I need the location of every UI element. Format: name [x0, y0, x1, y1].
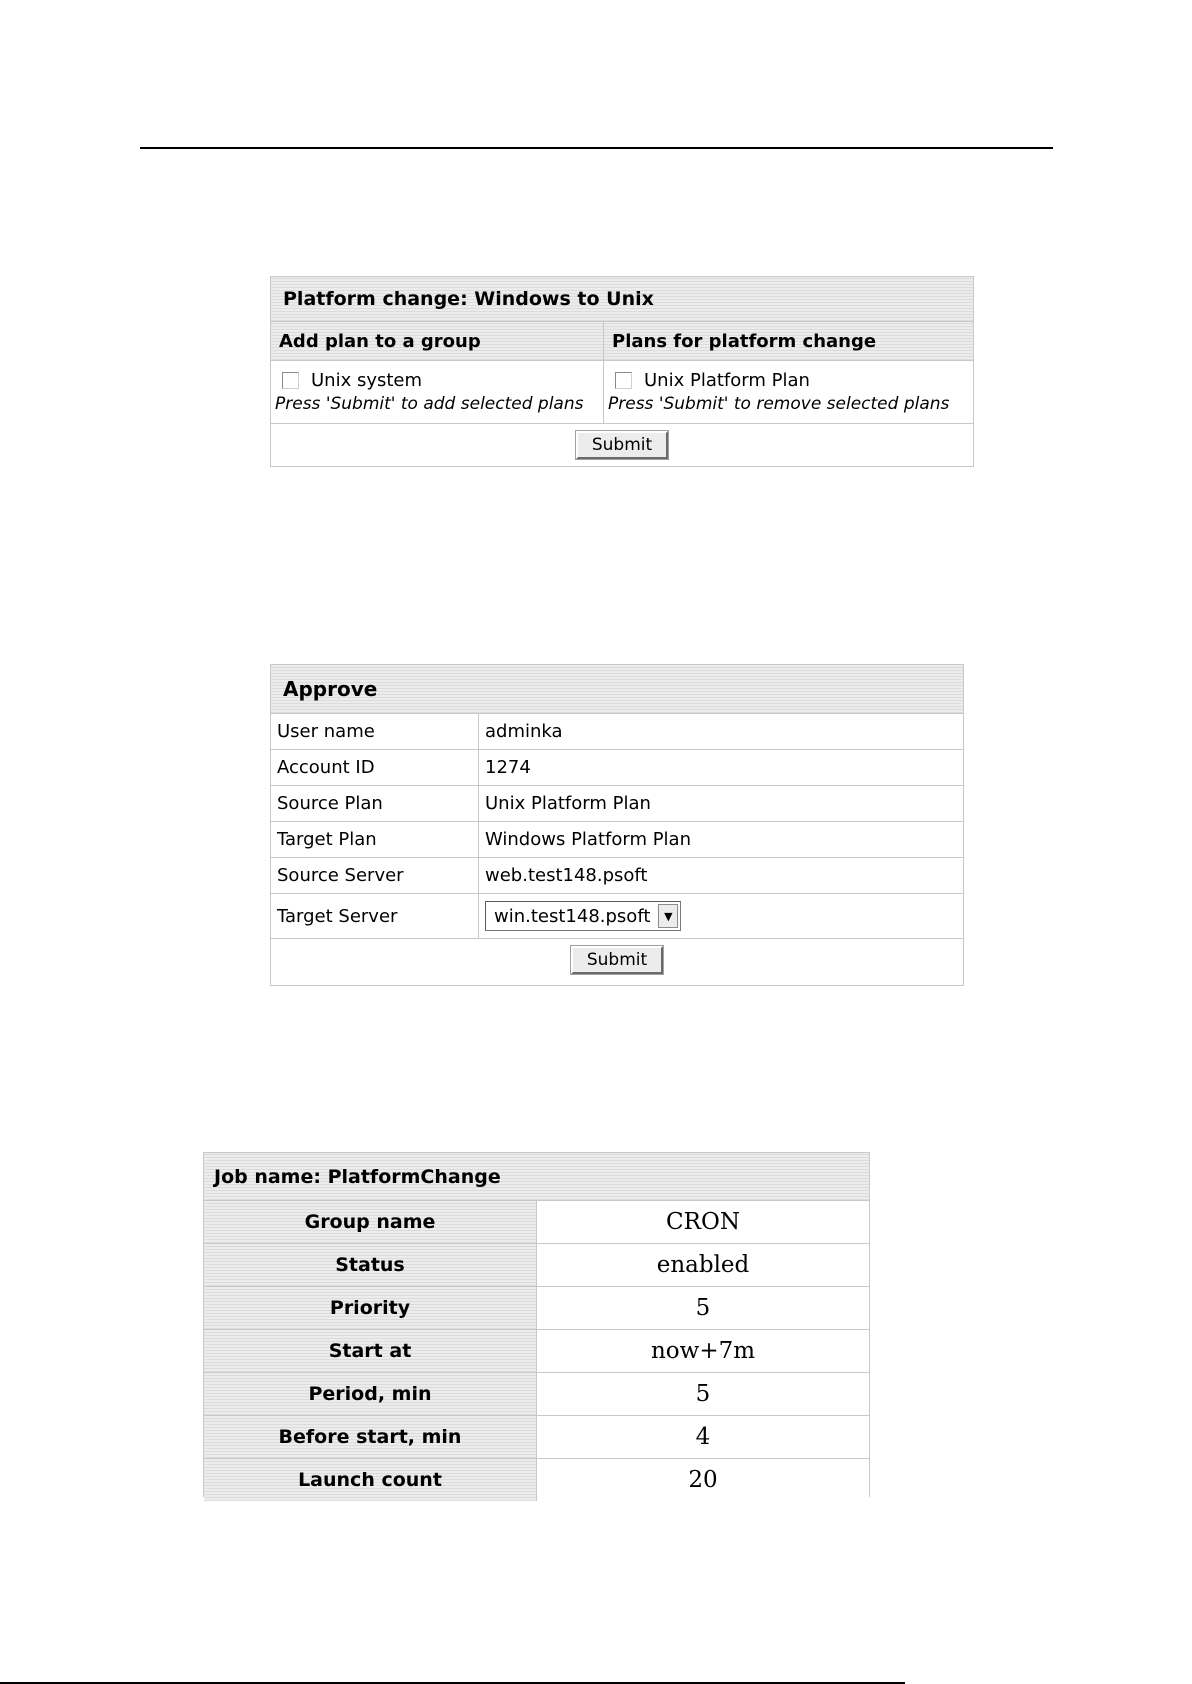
group-name-value: CRON: [537, 1201, 869, 1243]
unix-system-option[interactable]: [275, 369, 603, 391]
status-label: Status: [204, 1244, 537, 1286]
priority-label: Priority: [204, 1287, 537, 1329]
table-row: [271, 714, 963, 750]
top-divider: [140, 147, 1053, 149]
platform-change-subheader: [271, 322, 973, 361]
chevron-down-icon[interactable]: ▼: [658, 904, 678, 928]
table-row: [204, 1416, 869, 1459]
target-server-cell: [479, 894, 963, 938]
start-at-value: now+7m: [537, 1330, 869, 1372]
add-plan-header: Add plan to a group: [271, 322, 604, 360]
table-row: [271, 750, 963, 786]
account-id-label: Account ID: [271, 750, 479, 785]
launch-count-value: 20: [537, 1459, 869, 1501]
unix-platform-plan-option[interactable]: [608, 369, 973, 391]
table-row: [204, 1244, 869, 1287]
start-at-label: Start at: [204, 1330, 537, 1372]
approve-title: Approve: [271, 665, 963, 714]
launch-count-label: Launch count: [204, 1459, 537, 1501]
table-row: [271, 858, 963, 894]
remove-hint: Press 'Submit' to remove selected plans: [608, 394, 950, 414]
platform-change-title: Platform change: Windows to Unix: [271, 277, 973, 322]
plans-header: Plans for platform change: [612, 330, 877, 352]
add-plan-cell: [271, 361, 604, 423]
table-row: [204, 1330, 869, 1373]
group-name-label: Group name: [204, 1201, 537, 1243]
source-server-value: web.test148.psoft: [485, 865, 648, 886]
table-row: [271, 786, 963, 822]
platform-change-submit-button[interactable]: Submit: [576, 431, 668, 459]
approve-submit-button[interactable]: Submit: [571, 946, 663, 974]
user-name-label: User name: [271, 714, 479, 749]
platform-change-button-row: [271, 424, 973, 466]
job-title: Job name: PlatformChange: [204, 1153, 869, 1201]
priority-value: 5: [537, 1287, 869, 1329]
source-plan-label: Source Plan: [271, 786, 479, 821]
before-start-value: 4: [537, 1416, 869, 1458]
table-row: [204, 1201, 869, 1244]
unix-platform-plan-checkbox[interactable]: [615, 372, 632, 389]
unix-platform-plan-label: Unix Platform Plan: [644, 369, 810, 391]
table-row: [271, 894, 963, 939]
table-row: [271, 822, 963, 858]
period-value: 5: [537, 1373, 869, 1415]
job-panel: [203, 1152, 870, 1497]
platform-change-panel: [270, 276, 974, 467]
approve-panel: [270, 664, 964, 986]
period-label: Period, min: [204, 1373, 537, 1415]
target-server-selected-value: win.test148.psoft: [494, 905, 651, 927]
table-row: [204, 1373, 869, 1416]
target-server-label: Target Server: [271, 894, 479, 938]
account-id-value: 1274: [485, 757, 531, 778]
status-value: enabled: [537, 1244, 869, 1286]
plans-cell: [604, 361, 973, 423]
source-plan-value: Unix Platform Plan: [485, 793, 651, 814]
source-server-label: Source Server: [271, 858, 479, 893]
target-plan-label: Target Plan: [271, 822, 479, 857]
before-start-label: Before start, min: [204, 1416, 537, 1458]
target-server-select[interactable]: [485, 901, 681, 931]
unix-system-label: Unix system: [311, 369, 423, 391]
unix-system-checkbox[interactable]: [282, 372, 299, 389]
user-name-value: adminka: [485, 721, 563, 742]
table-row: [204, 1287, 869, 1330]
table-row: [204, 1459, 869, 1501]
platform-change-cells: [271, 361, 973, 424]
target-plan-value: Windows Platform Plan: [485, 829, 691, 850]
add-hint: Press 'Submit' to add selected plans: [275, 394, 584, 414]
approve-button-row: [271, 939, 963, 981]
